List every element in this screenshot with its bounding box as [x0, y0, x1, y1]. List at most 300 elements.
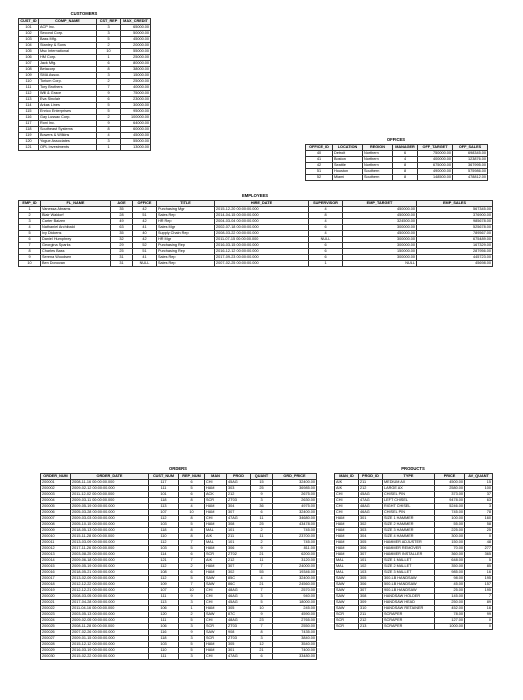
orders-cell: 3120.00 [273, 558, 317, 564]
employees-column-header: HIRE_DATE [215, 201, 309, 207]
products-cell: MAL [335, 558, 359, 564]
employees-cell: 287956.00 [417, 249, 493, 255]
offices-cell: 8 [393, 175, 418, 181]
orders-cell: 11 [251, 516, 273, 522]
orders-cell: 2017-11-26 00:00:00.000 [71, 546, 149, 552]
orders-cell: CHI [205, 480, 227, 486]
employees-cell: 789567.00 [417, 231, 493, 237]
orders-cell: 24560.00 [273, 582, 317, 588]
orders-cell: 2570.00 [273, 588, 317, 594]
orders-cell: 6 [251, 654, 273, 660]
orders-cell: 120 [149, 612, 179, 618]
employees-cell: 8 [309, 213, 343, 219]
customers-cell: Jack Mfg. [39, 61, 97, 67]
employees-cell: 41 [133, 225, 157, 231]
customers-cell: Southeast Systems [39, 127, 97, 133]
products-cell: HANDSAW HOLDER [383, 594, 435, 600]
orders-cell: 200004 [41, 498, 71, 504]
customers-cell: 95000.00 [121, 109, 151, 115]
orders-cell: 112 [149, 576, 179, 582]
orders-cell: 200005 [41, 504, 71, 510]
orders-cell: 24000.00 [273, 564, 317, 570]
products-cell: 212 [359, 486, 383, 492]
orders-cell: 32400.00 [273, 480, 317, 486]
orders-cell: 111 [149, 654, 179, 660]
products-cell: SIZE 3 MALLET [383, 570, 435, 576]
employees-cell: 31 [111, 255, 133, 261]
products-title: PRODUCTS [401, 466, 425, 471]
employees-cell: 9 [19, 255, 41, 261]
table-row [41, 654, 317, 660]
products-column-header: MAN_ID [335, 474, 359, 480]
products-column-header: TYPE [383, 474, 435, 480]
products-cell: 452.00 [435, 606, 465, 612]
offices-cell: Southern [363, 175, 393, 181]
employees-cell: 6 [309, 243, 343, 249]
products-cell: SIZE 4 HAMMER [383, 534, 435, 540]
orders-cell: 304 [227, 504, 251, 510]
products-cell: 145.00 [435, 594, 465, 600]
customers-cell: 107 [19, 61, 39, 67]
orders-cell: 8 [179, 534, 205, 540]
customers-cell: Bass Mfg. [39, 37, 97, 43]
customers-cell: Arkas Lines [39, 103, 97, 109]
products-cell: 500-LB HANDSAW [383, 582, 435, 588]
employees-cell: 10 [19, 261, 41, 267]
products-cell: SCRAPER [383, 618, 435, 624]
table-row [306, 175, 488, 181]
orders-cell: 4975.00 [273, 504, 317, 510]
customers-cell: 2 [97, 115, 121, 121]
employees-cell: Purchasing Mgr [157, 207, 215, 213]
employees-cell: 445723.00 [417, 255, 493, 261]
orders-cell: 305 [227, 606, 251, 612]
employees-cell: Carter Baizen [41, 219, 111, 225]
employees-cell: 675489.00 [417, 237, 493, 243]
orders-cell: 106 [149, 606, 179, 612]
products-cell: 365 [465, 552, 493, 558]
orders-cell: 43478.00 [273, 522, 317, 528]
products-cell: 103 [359, 570, 383, 576]
orders-cell: 2012-12-22 00:00:00.000 [71, 582, 149, 588]
orders-cell: 200001 [41, 480, 71, 486]
employees-cell: 7 [19, 243, 41, 249]
orders-cell: 101 [149, 492, 179, 498]
customers-cell: HM Corp. [39, 55, 97, 61]
orders-column-header: CUST_NUM [149, 474, 179, 480]
products-section [334, 466, 493, 630]
products-column-header: AV_QUANT [465, 474, 493, 480]
orders-cell: 7 [179, 540, 205, 546]
orders-cell: 2015-12-12 00:00:00.000 [71, 642, 149, 648]
customers-cell: 5 [97, 37, 121, 43]
customers-cell: 118 [19, 127, 39, 133]
orders-cell: 10 [179, 510, 205, 516]
products-cell: HAM [335, 534, 359, 540]
orders-cell: 6 [179, 492, 205, 498]
products-cell: MEDIUM AX [383, 480, 435, 486]
orders-cell: 101 [227, 540, 251, 546]
customers-cell: 30000.00 [121, 103, 151, 109]
customers-cell: 112 [19, 91, 39, 97]
offices-cell: Northern [363, 163, 393, 169]
orders-cell: 200003 [41, 492, 71, 498]
orders-cell: 745.00 [273, 540, 317, 546]
orders-cell: 305 [227, 642, 251, 648]
employees-cell: 985678.00 [417, 219, 493, 225]
orders-cell: CHI [205, 600, 227, 606]
orders-cell: 7 [251, 564, 273, 570]
products-cell: HAMMER INSTALLER [383, 552, 435, 558]
products-cell: 99 [465, 612, 493, 618]
orders-cell: AIK [205, 558, 227, 564]
orders-cell: 7 [251, 588, 273, 594]
orders-cell: 2675.00 [273, 492, 317, 498]
customers-column-header: MAX_CREDIT [121, 19, 151, 25]
products-cell: 102 [359, 564, 383, 570]
customers-cell: Torium Corp. [39, 79, 97, 85]
orders-cell: 6 [251, 510, 273, 516]
products-cell: LEFT CHISEL [383, 498, 435, 504]
customers-cell: 25000.00 [121, 79, 151, 85]
orders-cell: 2009-02-05 00:00:00.000 [71, 618, 149, 624]
products-cell: HANDSAW RETAINER [383, 606, 435, 612]
products-cell: SCR [335, 612, 359, 618]
orders-cell: 1 [179, 606, 205, 612]
employees-cell: 45698.00 [417, 261, 493, 267]
products-cell: 48 [465, 540, 493, 546]
orders-cell: 4 [179, 504, 205, 510]
orders-cell: 200027 [41, 636, 71, 642]
offices-cell: Northern [363, 151, 393, 157]
customers-table [18, 18, 151, 151]
offices-cell: Southern [363, 169, 393, 175]
orders-cell: HAM [205, 564, 227, 570]
orders-cell: 212 [227, 492, 251, 498]
products-cell: HANDSAW HEAD [383, 600, 435, 606]
products-cell: 58 [465, 522, 493, 528]
employees-cell: 2 [19, 213, 41, 219]
products-cell: HAMMER ADJUSTER [383, 540, 435, 546]
orders-cell: ZT03 [227, 636, 251, 642]
customers-cell: 106 [19, 55, 39, 61]
orders-cell: 3 [179, 624, 205, 630]
orders-section [40, 466, 317, 660]
orders-cell: 307 [227, 564, 251, 570]
employees-cell: 35 [111, 207, 133, 213]
employees-cell: 4 [19, 225, 41, 231]
orders-cell: 86C [227, 582, 251, 588]
customers-cell: 45000.00 [121, 133, 151, 139]
employees-cell: Ben Donovan [41, 261, 111, 267]
orders-cell: SCR [205, 498, 227, 504]
orders-cell: 45AG [227, 600, 251, 606]
orders-cell: ZT02 [227, 552, 251, 558]
orders-cell: AIK [205, 534, 227, 540]
employees-cell: 167329.00 [417, 243, 493, 249]
offices-column-header: OFF_TARGET [418, 145, 453, 151]
customers-cell: 5 [97, 103, 121, 109]
orders-cell: 2013-02-09 00:00:00.000 [71, 576, 149, 582]
customers-cell: 3 [97, 31, 121, 37]
orders-cell: 7400.00 [273, 648, 317, 654]
customers-cell: 3 [97, 139, 121, 145]
employees-cell: 450000.00 [343, 231, 417, 237]
products-cell: SAW [335, 588, 359, 594]
orders-cell: 200008 [41, 522, 71, 528]
orders-cell: 2018-05-13 00:00:00.000 [71, 528, 149, 534]
orders-cell: 9 [179, 594, 205, 600]
orders-cell: 23 [251, 618, 273, 624]
orders-cell: 2009-01-15 00:00:00.000 [71, 636, 149, 642]
orders-cell: 306 [227, 546, 251, 552]
customers-cell: 2 [97, 79, 121, 85]
orders-cell: 2 [251, 528, 273, 534]
orders-cell: HAM [205, 642, 227, 648]
orders-cell: HAM [205, 546, 227, 552]
employees-cell: Charles Bass [41, 249, 111, 255]
employees-cell: 3 [19, 219, 41, 225]
employees-cell: NULL [343, 261, 417, 267]
employees-cell: 28 [111, 213, 133, 219]
orders-cell: 110 [149, 648, 179, 654]
customers-cell: 105 [19, 49, 39, 55]
orders-column-header: ORDER_NUM [41, 474, 71, 480]
orders-cell: 2011-12-02 00:00:00.000 [71, 492, 149, 498]
orders-cell: 121 [149, 558, 179, 564]
offices-cell: 8 [393, 169, 418, 175]
employees-cell: 2007-02-25 00:00:00.000 [215, 261, 309, 267]
employees-cell: Sales Rep [157, 261, 215, 267]
products-cell: 4500.00 [435, 480, 465, 486]
orders-cell: 101 [227, 528, 251, 534]
orders-column-header: QUANT [251, 474, 273, 480]
customers-cell: 55000.00 [121, 139, 151, 145]
orders-cell: 2007-02-26 00:00:00.000 [71, 630, 149, 636]
products-cell: MAL [335, 564, 359, 570]
offices-cell: 675000.00 [418, 163, 453, 169]
employees-cell: 300000.00 [343, 225, 417, 231]
orders-cell: 3 [251, 594, 273, 600]
products-cell: CHISEL PIN [383, 510, 435, 516]
products-cell: SIZE 1 MALLET [383, 558, 435, 564]
offices-cell: 52 [306, 175, 333, 181]
customers-cell: 9 [97, 121, 121, 127]
orders-cell: 117 [149, 480, 179, 486]
orders-cell: 7 [179, 558, 205, 564]
products-cell: 101 [359, 558, 383, 564]
employees-cell: 2016-03-15 00:00:00.000 [215, 243, 309, 249]
table-row [19, 261, 493, 267]
customers-cell: Betacorp [39, 67, 97, 73]
employees-column-header: EMP_TARGET [343, 201, 417, 207]
employees-cell: 4 [309, 219, 343, 225]
orders-cell: 87C [227, 612, 251, 618]
offices-cell: Miami [333, 175, 363, 181]
offices-cell: 698345.00 [453, 151, 488, 157]
orders-cell: 25 [251, 486, 273, 492]
orders-cell: 302 [227, 570, 251, 576]
orders-column-header: ORDER_DATE [71, 474, 149, 480]
customers-cell: 104 [19, 43, 39, 49]
products-cell: 89 [465, 600, 493, 606]
orders-cell: 5 [179, 546, 205, 552]
orders-cell: ZT03 [227, 498, 251, 504]
customers-cell: 116 [19, 115, 39, 121]
orders-cell: HAM [205, 570, 227, 576]
customers-cell: 7 [97, 85, 121, 91]
offices-cell: 367995.00 [453, 163, 488, 169]
customers-cell: Yogue Associates [39, 139, 97, 145]
orders-cell: 7 [179, 582, 205, 588]
products-column-header: PRICE [435, 474, 465, 480]
orders-cell: 200013 [41, 552, 71, 558]
offices-table [305, 144, 488, 181]
products-table [334, 473, 493, 630]
employees-column-header: EMP_ID [19, 201, 41, 207]
orders-cell: 10 [179, 588, 205, 594]
orders-cell: SCR [205, 636, 227, 642]
customers-section [18, 11, 151, 151]
offices-cell: Detroit [333, 151, 363, 157]
employees-column-header: OFFICE [133, 201, 157, 207]
employees-cell: 2014-04-15 00:00:00.000 [215, 213, 309, 219]
products-cell: AIK [335, 480, 359, 486]
products-cell: 310 [359, 606, 383, 612]
customers-cell: 10 [97, 49, 121, 55]
orders-cell: 112 [149, 540, 179, 546]
orders-cell: 4 [251, 576, 273, 582]
employees-cell: 150000.00 [343, 249, 417, 255]
customers-cell: 65000.00 [121, 25, 151, 31]
orders-cell: 2003-05-13 00:00:00.000 [71, 612, 149, 618]
products-cell: 303 [359, 528, 383, 534]
offices-cell: Houston [333, 169, 363, 175]
employees-cell: 5 [19, 231, 41, 237]
orders-cell: 10 [251, 606, 273, 612]
offices-column-header: MANAGER [393, 145, 418, 151]
customers-cell: 111 [19, 85, 39, 91]
employees-table [18, 200, 493, 267]
offices-column-header: OFFICE_ID [306, 145, 333, 151]
orders-cell: 3840.00 [273, 636, 317, 642]
orders-cell: 114 [149, 552, 179, 558]
orders-cell: 7435.00 [273, 630, 317, 636]
customers-cell: Second Corp. [39, 31, 97, 37]
orders-cell: 8 [179, 516, 205, 522]
employees-cell: 6 [309, 255, 343, 261]
orders-cell: 85C [227, 576, 251, 582]
products-cell: 78.00 [435, 612, 465, 618]
orders-cell: 116 [149, 630, 179, 636]
customers-cell: Stanley & Sons [39, 43, 97, 49]
products-cell: 37 [465, 492, 493, 498]
customers-cell: 6 [97, 97, 121, 103]
customers-cell: 50000.00 [121, 31, 151, 37]
customers-cell: 100000.00 [121, 115, 151, 121]
orders-cell: 112 [149, 564, 179, 570]
products-cell: SCRAPER [383, 612, 435, 618]
products-cell: HAM [335, 552, 359, 558]
customers-cell: 80000.00 [121, 61, 151, 67]
orders-cell: 200030 [41, 654, 71, 660]
offices-cell: 750000.00 [418, 151, 453, 157]
orders-cell: 36985.00 [273, 486, 317, 492]
employees-cell: 2002-07-18 00:00:00.000 [215, 225, 309, 231]
orders-cell: 109 [149, 582, 179, 588]
products-cell: 150.00 [435, 540, 465, 546]
orders-cell: 103 [149, 546, 179, 552]
customers-cell: Roni Inc. [39, 121, 97, 127]
orders-cell: 8 [251, 630, 273, 636]
orders-cell: CHI [205, 654, 227, 660]
products-cell: 302 [359, 522, 383, 528]
products-cell: CHI [335, 498, 359, 504]
orders-cell: 200018 [41, 582, 71, 588]
products-cell: 85 [465, 564, 493, 570]
orders-cell: 118 [149, 498, 179, 504]
employees-cell: 300000.00 [343, 255, 417, 261]
customers-cell: Msc International [39, 49, 97, 55]
employees-cell: 40 [133, 231, 157, 237]
orders-cell: SAW [205, 630, 227, 636]
orders-column-header: REP_NUM [179, 474, 205, 480]
employees-cell: 450000.00 [343, 207, 417, 213]
orders-cell: 108 [149, 570, 179, 576]
orders-cell: 36 [251, 504, 273, 510]
customers-cell: Tory Brothers [39, 85, 97, 91]
orders-cell: 2017-04-28 00:00:00.000 [71, 600, 149, 606]
products-cell: SAW [335, 606, 359, 612]
orders-cell: 200012 [41, 546, 71, 552]
orders-cell: 2018-05-21 00:00:00.000 [71, 570, 149, 576]
customers-cell: OPL Investments [39, 145, 97, 151]
orders-cell: 11 [251, 558, 273, 564]
customers-cell: 8 [97, 67, 121, 73]
orders-cell: 211 [227, 534, 251, 540]
employees-cell: Purchasing Rep [157, 249, 215, 255]
employees-cell: NULL [309, 237, 343, 243]
orders-cell: 745.00 [273, 528, 317, 534]
employees-cell: 6 [309, 225, 343, 231]
employees-cell: 41 [133, 255, 157, 261]
orders-cell: 200002 [41, 486, 71, 492]
customers-cell: 108 [19, 67, 39, 73]
orders-cell: 110 [149, 534, 179, 540]
orders-cell: HAM [205, 648, 227, 654]
employees-cell: 8 [19, 249, 41, 255]
employees-column-header: AGE [111, 201, 133, 207]
products-cell: 48AG [359, 504, 383, 510]
orders-cell: 811.00 [273, 546, 317, 552]
orders-cell: 7 [251, 624, 273, 630]
orders-cell: 4590.00 [273, 612, 317, 618]
orders-cell: 200028 [41, 642, 71, 648]
customers-cell: 8 [97, 127, 121, 133]
orders-cell: 200010 [41, 534, 71, 540]
products-cell: SAW [335, 576, 359, 582]
products-cell: 277 [465, 546, 493, 552]
products-cell: 305 [359, 576, 383, 582]
orders-cell: 200024 [41, 618, 71, 624]
employees-cell: Ivy Dickens [41, 231, 111, 237]
orders-cell: 48AG [227, 618, 251, 624]
products-cell: MAL [335, 570, 359, 576]
orders-cell: 48AG [227, 588, 251, 594]
orders-cell: 118 [149, 528, 179, 534]
employees-cell: Georgina Sparks [41, 243, 111, 249]
orders-cell: MAL [205, 540, 227, 546]
